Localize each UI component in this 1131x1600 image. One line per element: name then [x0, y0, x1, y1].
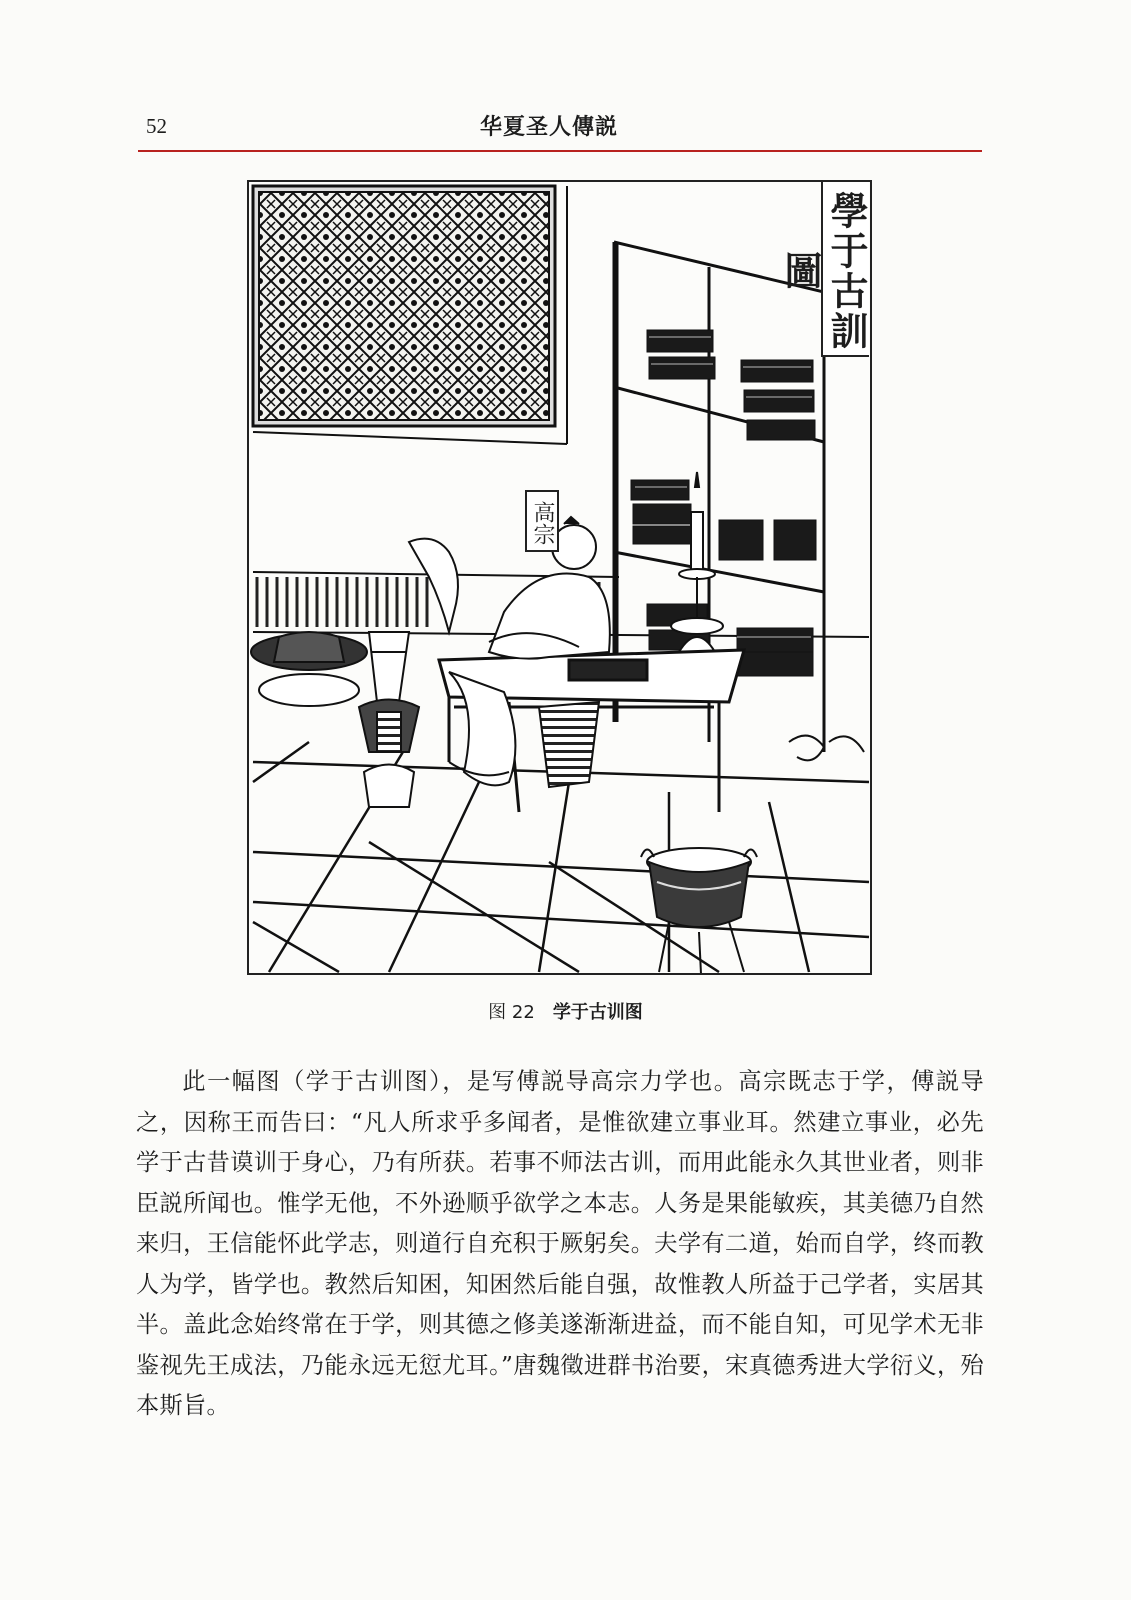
header-rule [138, 150, 982, 152]
figure-caption [0, 998, 1131, 1024]
figure-name-label: 高宗 [525, 490, 559, 552]
running-header [140, 108, 980, 148]
caption-number: 图 22 [488, 1002, 535, 1023]
woodblock-illustration [247, 180, 872, 975]
body-text [136, 1062, 984, 1427]
book-title: 华夏圣人傳説 [480, 115, 619, 140]
page-number: 52 [146, 114, 167, 138]
body-paragraph: 此一幅图（学于古训图），是写傅説导高宗力学也。高宗既志于学，傅説导之，因称王而告曰：“凡人所求乎多闻者，是惟欲建立事业耳。然建立事业，必先学于古昔谟训于身心，乃有所获。若事不师法古训，而用此能永久其世业者，则非臣説所闻也。惟学无他，不外逊顺乎欲学之本志。人务是果能敏疾，其美德乃自然来归，王信能怀此学志，则道行自充积于厥躬矣。夫学有二道，始而自学，终而教人为学，皆学也。教然后知困，知困然后能自强，故惟教人所益于己学者，实居其半。盖此念始终常在于学，则其德之修美遂渐渐进益，而不能自知，可见学术无非鉴视先王成法，乃能永远无愆尤耳。”唐魏徵进群书治要，宋真德秀进大学衍义，殆本斯旨。 [136, 1068, 984, 1419]
illustration-title-inscription: 學于古訓圖 [821, 182, 869, 357]
caption-text: 学于古训图 [552, 1002, 643, 1023]
illustration-drawing [249, 182, 870, 973]
